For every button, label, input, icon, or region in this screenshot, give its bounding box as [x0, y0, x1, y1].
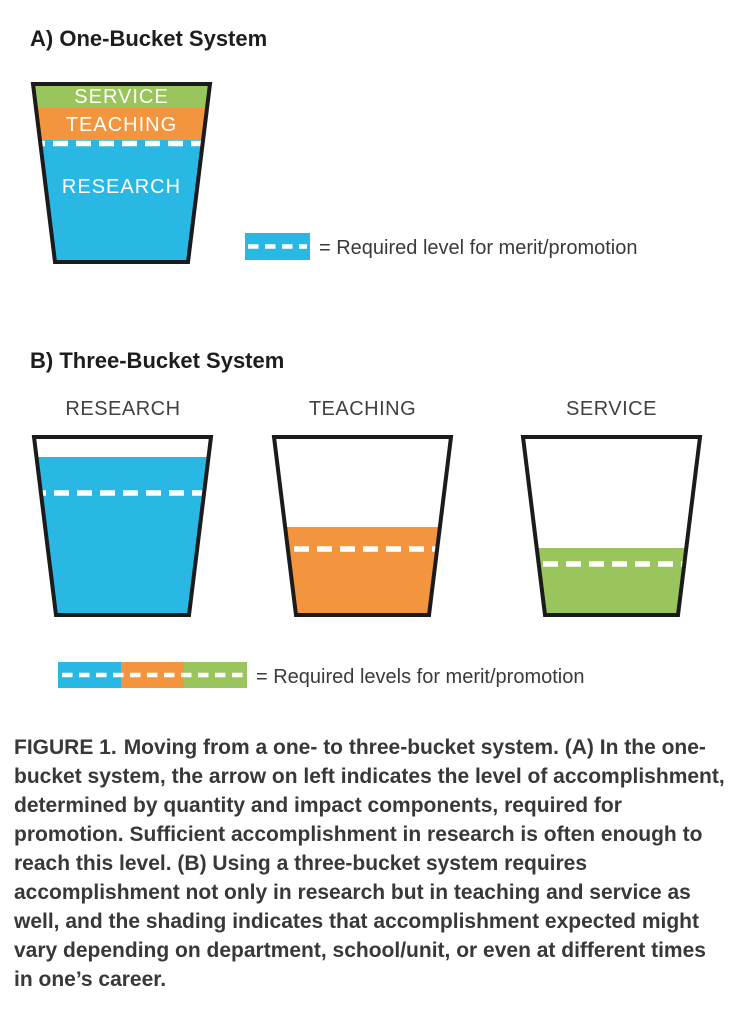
- legend-a: [245, 233, 637, 260]
- figure-caption-label: FIGURE 1.: [14, 736, 117, 759]
- bucket-a-research-band: [28, 140, 214, 262]
- research-bucket-diagram: [29, 437, 216, 615]
- research-bucket-fill: [29, 457, 216, 615]
- legend-b-text: = Required levels for merit/promotion: [256, 666, 585, 688]
- bucket-service-title: SERVICE: [566, 398, 657, 420]
- one-bucket-diagram: [28, 84, 214, 262]
- service-bucket-diagram: [518, 437, 705, 615]
- figure-caption: [14, 733, 726, 994]
- legend-b: [58, 662, 584, 688]
- bucket-research-title: RESEARCH: [65, 398, 181, 420]
- service-bucket-fill: [518, 548, 705, 615]
- legend-a-text: = Required level for merit/promotion: [319, 237, 638, 259]
- bucket-teaching-title: TEACHING: [308, 398, 417, 420]
- figure-caption-text: Moving from a one- to three-bucket system. (A) In the one-bucket system, the arrow on left indicates the level of accomplishment, determined by quantity and impact components, required for promotion. Sufficient accomplishment in research is often enough to reach this level. (B) Using a three-bucket system requires accomplishment not only in research but in teaching and service as well, and the shading indicates that accomplishment expected might vary depending on department, school/unit, or even at different times in one’s career.: [14, 736, 725, 991]
- bucket-a-research-label: RESEARCH: [61, 176, 182, 198]
- bucket-a-teaching-label: TEACHING: [65, 114, 178, 136]
- bucket-a-service-label: SERVICE: [74, 86, 169, 108]
- teaching-bucket-fill: [269, 527, 456, 615]
- panel-a-heading: A) One-Bucket System: [30, 26, 268, 51]
- panel-b-heading: B) Three-Bucket System: [30, 348, 285, 373]
- teaching-bucket-diagram: [269, 437, 456, 615]
